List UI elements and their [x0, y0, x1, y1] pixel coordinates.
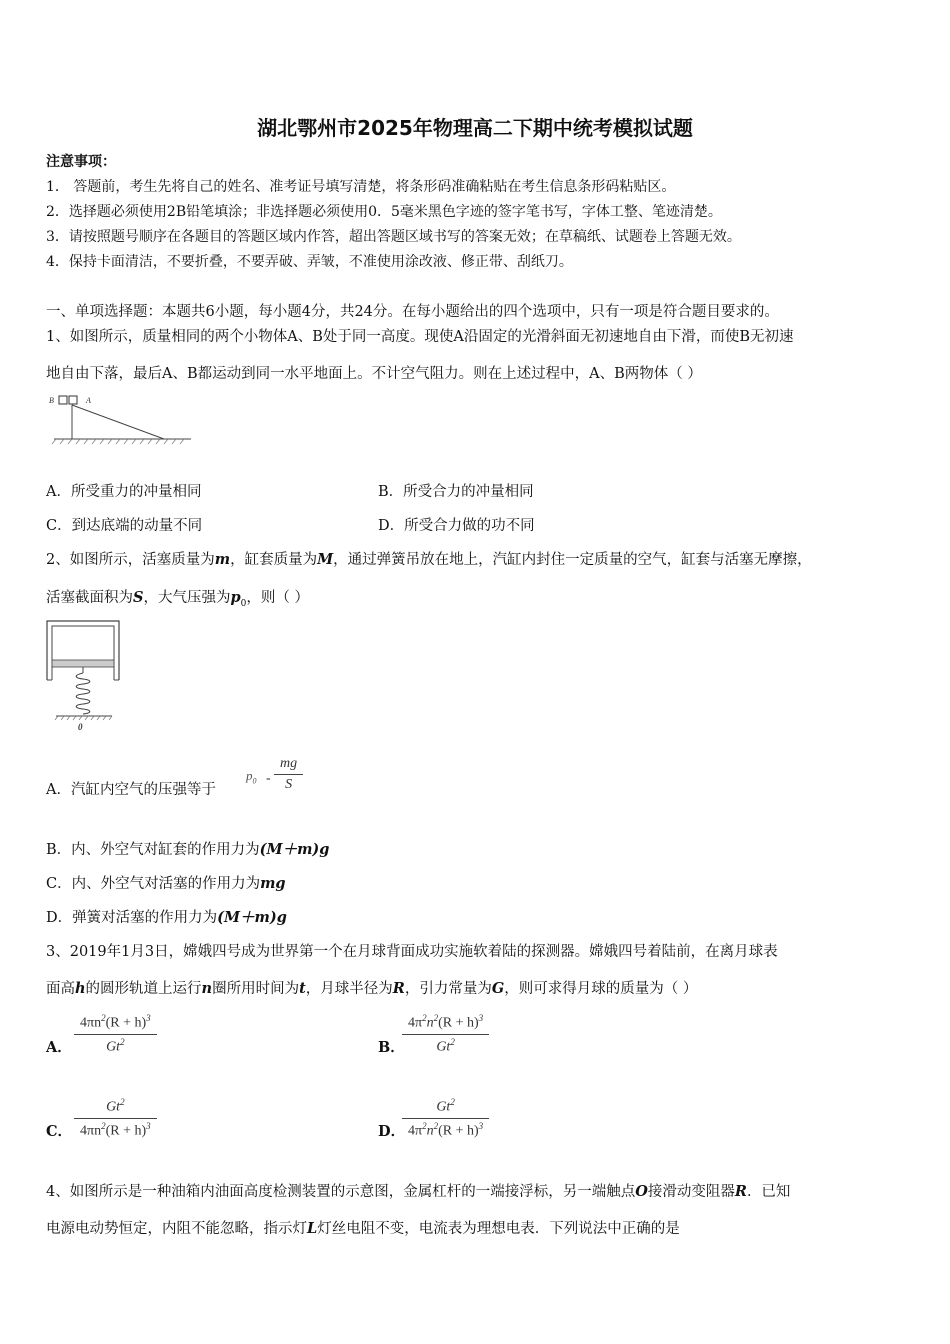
q1-stem-line1: 1、如图所示，质量相同的两个小物体A、B处于同一高度。现使A沿固定的光滑斜面无初速地自由下滑，而使B无初速: [46, 329, 794, 345]
page-title: 湖北鄂州市2025年物理高二下期中统考模拟试题: [257, 116, 693, 140]
incline-slope: [72, 405, 164, 439]
notice-heading: 注意事项：: [46, 154, 116, 170]
q3-option-a-label[interactable]: A．: [46, 1039, 72, 1056]
q3-option-b-label[interactable]: B．: [378, 1039, 405, 1056]
piston: [52, 660, 114, 667]
q1-option-c[interactable]: C．到达底端的动量不同: [46, 518, 203, 534]
q1-option-d[interactable]: D．所受合力做的功不同: [378, 518, 535, 534]
q2-option-d[interactable]: D．弹簧对活塞的作用力为(M＋m)g: [46, 909, 287, 926]
q2-option-c[interactable]: C．内、外空气对活塞的作用力为mg: [46, 875, 286, 892]
q2-option-b[interactable]: B．内、外空气对缸套的作用力为(M＋m)g: [46, 841, 330, 858]
q1-option-b[interactable]: B．所受合力的冲量相同: [378, 484, 534, 500]
floor-hatching: [55, 716, 112, 720]
q1-label-b: B: [49, 396, 54, 405]
section-heading: 一、单项选择题：本题共6小题，每小题4分，共24分。在每小题给出的四个选项中，只有一项是符合题目要求的。: [46, 304, 779, 320]
q3-option-b-fraction[interactable]: $\frac{4\pi^2n^2(R + h)^3}{Gt^2}$: [402, 1013, 489, 1055]
q1-label-a: A: [86, 396, 91, 405]
q2-stem-line1: 2、如图所示，活塞质量为m，缸套质量为M，通过弹簧吊放在地上，汽缸内封住一定质量的空气，缸套与活塞无摩擦，: [46, 551, 812, 568]
q2-option-a[interactable]: A．汽缸内空气的压强等于: [46, 782, 216, 798]
q3-option-a-fraction[interactable]: $\frac{4\pi n^2(R + h)^3}{Gt^2}$: [74, 1013, 157, 1055]
spring: [76, 673, 90, 714]
q4-stem-line2: 电源电动势恒定，内阻不能忽略，指示灯L灯丝电阻不变，电流表为理想电表．下列说法中正确的是: [46, 1220, 680, 1237]
q2-stem-line2: 活塞截面积为S，大气压强为$p_0$，则（ ）: [46, 589, 309, 609]
q2-cylinder-figure: [46, 618, 126, 734]
q3-option-d-fraction[interactable]: $\frac{Gt^2}{4\pi^2n^2(R + h)^3}$: [402, 1097, 489, 1139]
notice-item-4: 4．保持卡面清洁，不要折叠，不要弄破、弄皱，不准使用涂改液、修正带、刮纸刀。: [46, 254, 573, 270]
block-a: [69, 396, 77, 404]
notice-item-3: 3．请按照题号顺序在各题目的答题区域内作答，超出答题区域书写的答案无效；在草稿纸、试题卷上答题无效。: [46, 229, 741, 245]
q2-option-a-p0: $p_0$: [246, 768, 257, 786]
notice-item-1: 1． 答题前，考生先将自己的姓名、准考证号填写清楚，将条形码准确粘贴在考生信息条形码粘贴区。: [46, 179, 676, 195]
notice-item-2: 2．选择题必须使用2B铅笔填涂；非选择题必须使用0．5毫米黑色字迹的签字笔书写，字体工整、笔迹清楚。: [46, 204, 722, 220]
q1-stem-line2: 地自由下落，最后A、B都运动到同一水平地面上。不计空气阻力。则在上述过程中，A、B两物体（ ）: [46, 366, 702, 382]
q1-incline-figure: [46, 392, 196, 452]
q2-option-a-fraction: $\frac{mg}{S}$: [274, 756, 303, 793]
q1-option-a[interactable]: A．所受重力的冲量相同: [46, 484, 202, 500]
q3-option-c-fraction[interactable]: $\frac{Gt^2}{4\pi n^2(R + h)^3}$: [74, 1097, 157, 1139]
q3-option-d-label[interactable]: D．: [378, 1123, 406, 1140]
block-b: [59, 396, 67, 404]
q2-label-o: 0: [78, 722, 83, 732]
q3-stem-line1: 3、2019年1月3日，嫦娥四号成为世界第一个在月球背面成功实施软着陆的探测器。嫦娥四号着陆前，在离月球表: [46, 944, 778, 960]
q3-stem-line2: 面高h的圆形轨道上运行n圈所用时间为t，月球半径为R，引力常量为G，则可求得月球的质量为（ ）: [46, 980, 698, 997]
ground-hatching: [52, 439, 184, 444]
q2-option-a-minus: -: [266, 771, 271, 786]
q3-option-c-label[interactable]: C．: [46, 1123, 73, 1140]
q4-stem-line1: 4、如图所示是一种油箱内油面高度检测装置的示意图，金属杠杆的一端接浮标，另一端触点O接滑动变阻器R．已知: [46, 1183, 791, 1200]
